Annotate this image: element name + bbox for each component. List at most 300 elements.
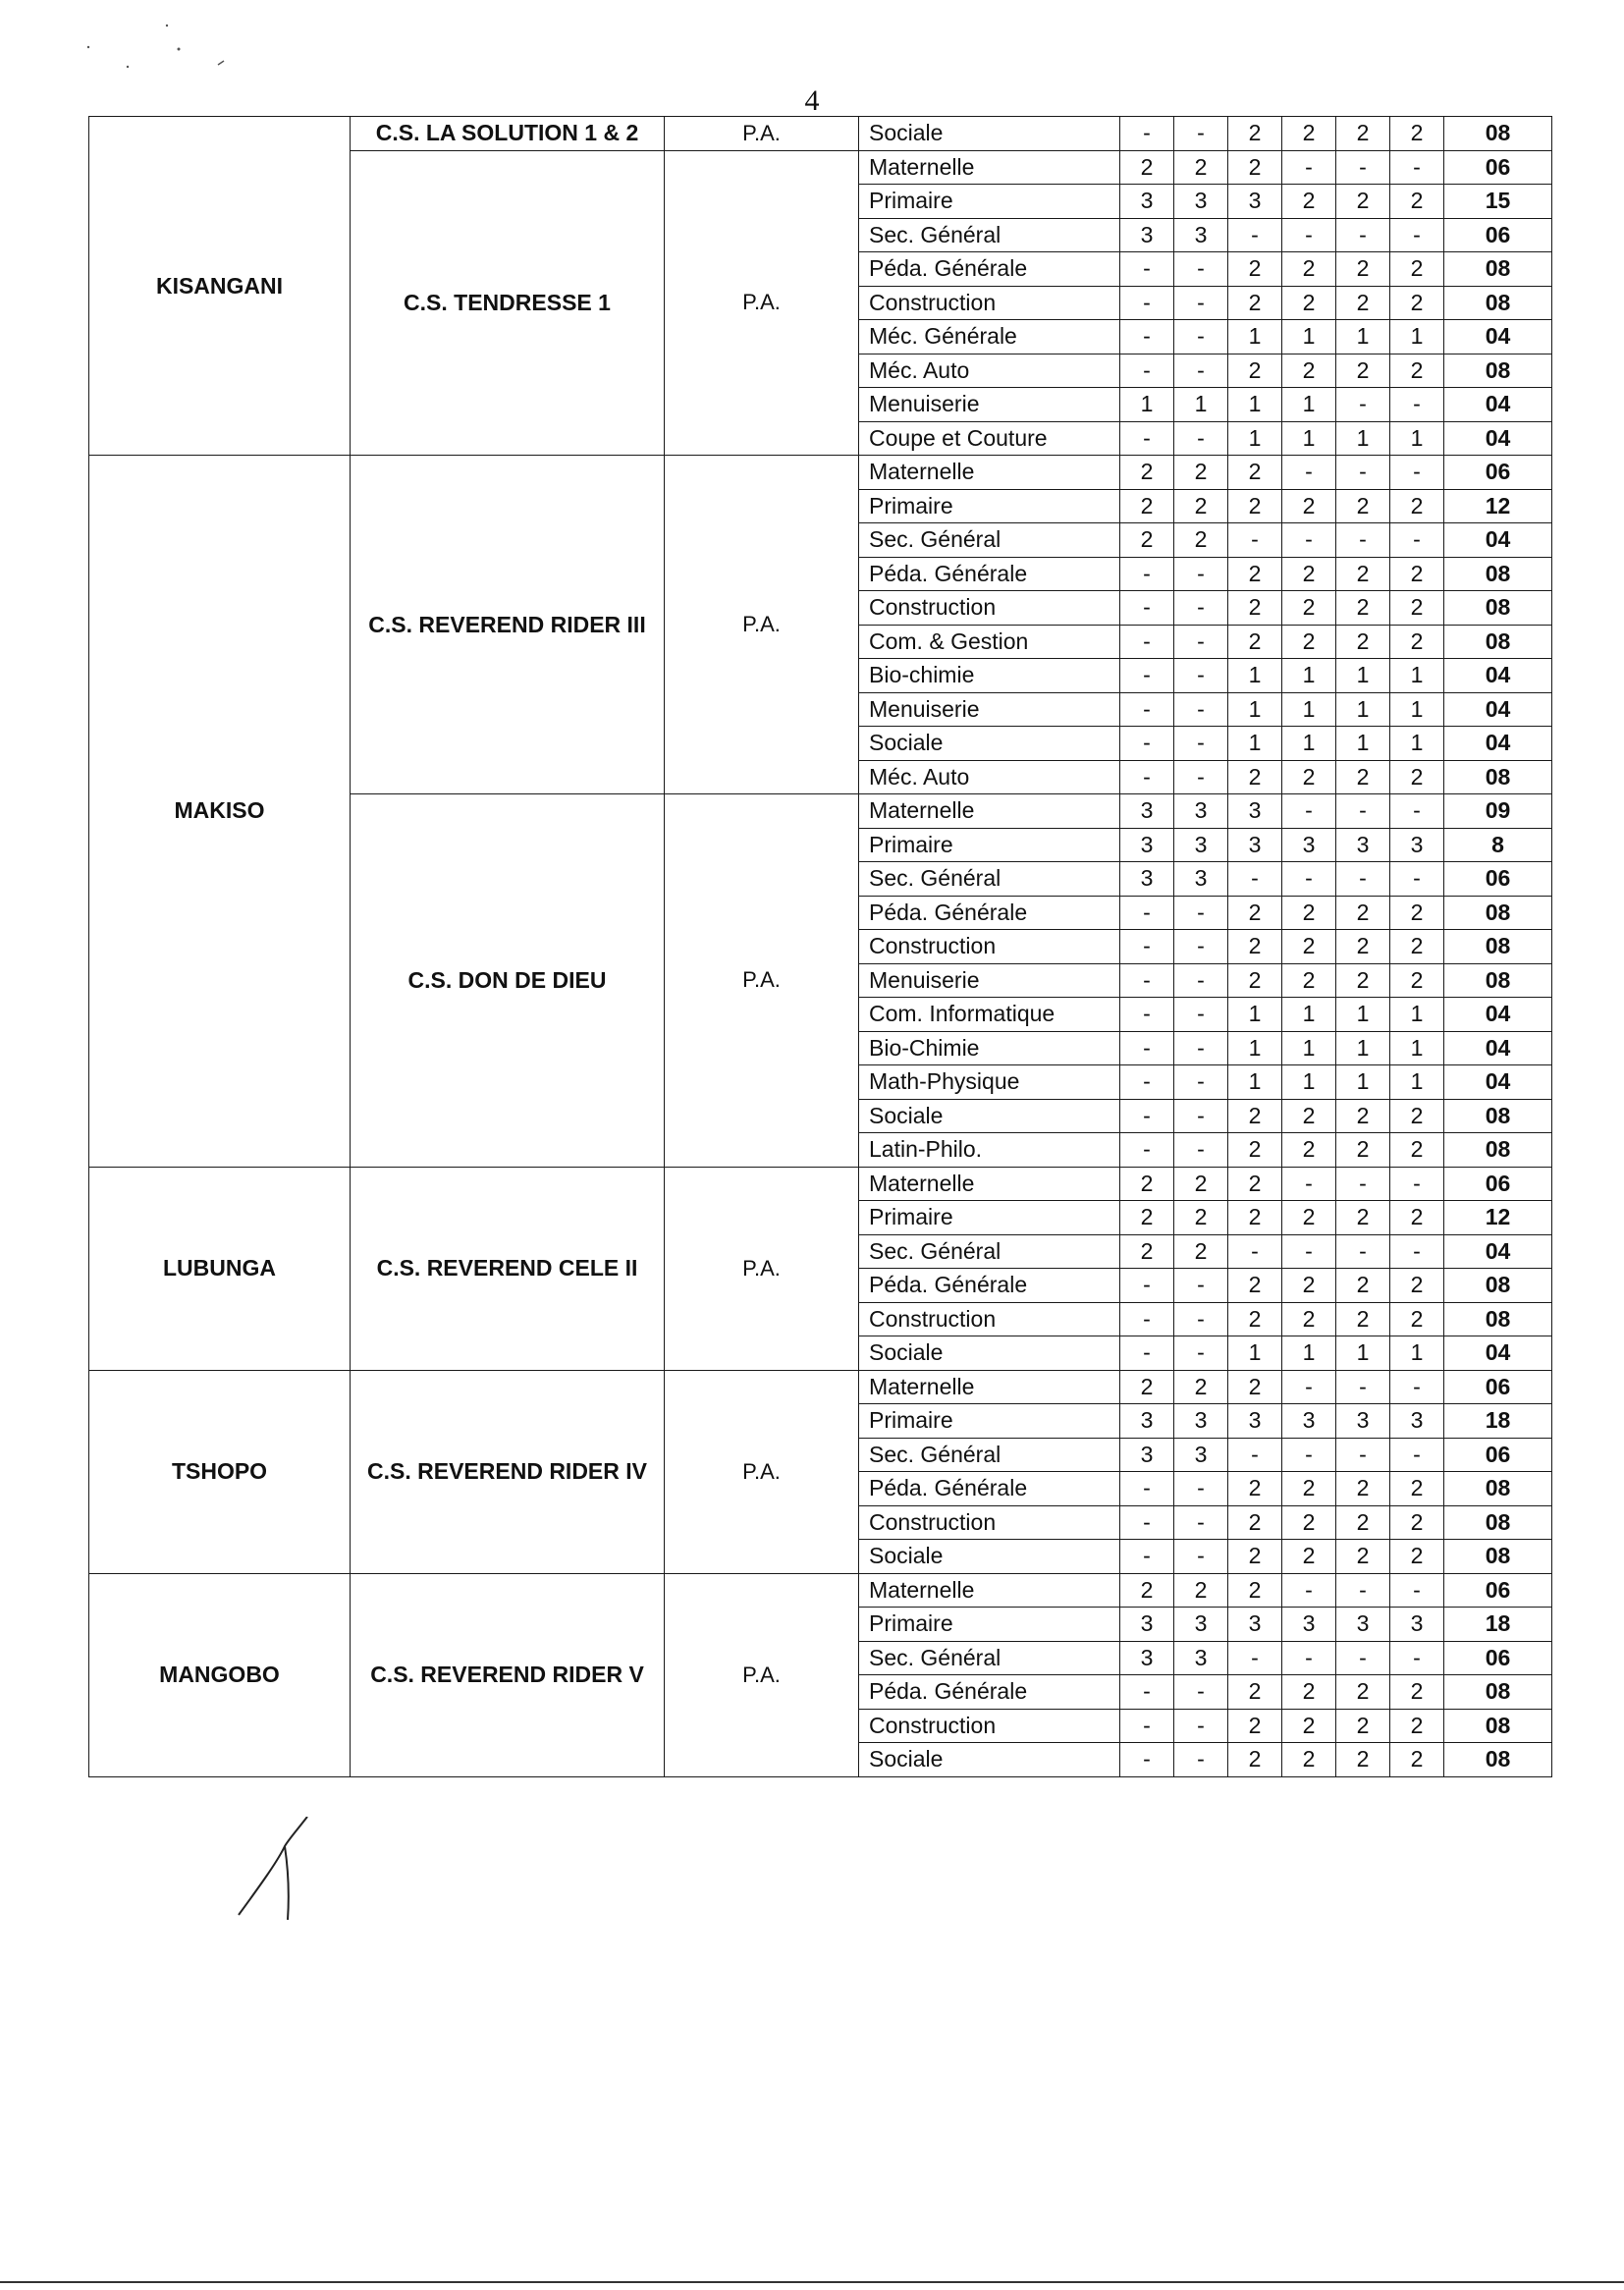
total-count: 04 [1444,320,1552,354]
class-count: 2 [1390,963,1444,998]
class-count: 2 [1390,1099,1444,1133]
class-count: 2 [1120,1370,1174,1404]
class-count: 2 [1174,150,1228,185]
school-regime: P.A. [665,117,859,151]
class-count: - [1174,252,1228,287]
class-count: - [1174,354,1228,388]
class-count: 3 [1120,1608,1174,1642]
class-count: - [1174,1675,1228,1710]
section-name: Péda. Générale [859,1675,1120,1710]
total-count: 06 [1444,456,1552,490]
total-count: 08 [1444,760,1552,794]
class-count: 2 [1174,523,1228,558]
school-name: C.S. TENDRESSE 1 [351,150,665,456]
section-name: Sociale [859,727,1120,761]
total-count: 04 [1444,998,1552,1032]
section-name: Maternelle [859,150,1120,185]
class-count: - [1282,1234,1336,1269]
class-count: 2 [1282,760,1336,794]
class-count: 1 [1282,1336,1336,1371]
class-count: 1 [1390,1065,1444,1100]
class-count: 2 [1390,1540,1444,1574]
class-count: 1 [1390,727,1444,761]
class-count: 2 [1336,1472,1390,1506]
class-count: 2 [1336,625,1390,659]
total-count: 06 [1444,150,1552,185]
class-count: - [1120,692,1174,727]
section-name: Maternelle [859,456,1120,490]
section-name: Maternelle [859,794,1120,829]
class-count: 2 [1390,489,1444,523]
class-count: 1 [1282,659,1336,693]
class-count: 1 [1336,727,1390,761]
class-count: 1 [1282,692,1336,727]
class-count: 2 [1228,1302,1282,1336]
class-count: - [1120,1302,1174,1336]
class-count: 1 [1336,1065,1390,1100]
school-allocation-table [88,116,1552,1777]
class-count: 2 [1336,286,1390,320]
section-name: Péda. Générale [859,896,1120,930]
commune-name: MANGOBO [89,1573,351,1776]
class-count: - [1120,1709,1174,1743]
class-count: - [1174,286,1228,320]
school-name: C.S. REVEREND RIDER V [351,1573,665,1776]
class-count: 2 [1282,1269,1336,1303]
class-count: - [1120,557,1174,591]
class-count: - [1120,625,1174,659]
class-count: 2 [1120,1167,1174,1201]
class-count: 2 [1390,930,1444,964]
total-count: 06 [1444,1370,1552,1404]
class-count: - [1120,998,1174,1032]
total-count: 06 [1444,862,1552,897]
section-name: Péda. Générale [859,252,1120,287]
class-count: 2 [1228,1370,1282,1404]
commune-name: TSHOPO [89,1370,351,1573]
section-name: Maternelle [859,1167,1120,1201]
class-count: - [1282,1573,1336,1608]
class-count: 2 [1336,1302,1390,1336]
class-count: 2 [1282,1505,1336,1540]
class-count: 2 [1390,896,1444,930]
class-count: 2 [1336,354,1390,388]
class-count: 2 [1282,1099,1336,1133]
class-count: 2 [1282,117,1336,151]
section-name: Math-Physique [859,1065,1120,1100]
class-count: 1 [1390,421,1444,456]
class-count: 2 [1228,1709,1282,1743]
class-count: - [1120,930,1174,964]
table-row [89,1370,1552,1404]
class-count: 2 [1390,117,1444,151]
class-count: - [1282,862,1336,897]
class-count: 1 [1282,320,1336,354]
total-count: 08 [1444,1675,1552,1710]
total-count: 08 [1444,252,1552,287]
class-count: 2 [1390,625,1444,659]
class-count: 3 [1282,1404,1336,1439]
total-count: 06 [1444,1167,1552,1201]
class-count: 1 [1336,998,1390,1032]
class-count: 3 [1390,1608,1444,1642]
total-count: 08 [1444,286,1552,320]
class-count: 1 [1282,1065,1336,1100]
class-count: 3 [1228,794,1282,829]
class-count: - [1120,1065,1174,1100]
total-count: 04 [1444,692,1552,727]
school-regime: P.A. [665,150,859,456]
class-count: - [1120,963,1174,998]
class-count: 3 [1174,794,1228,829]
class-count: 3 [1390,1404,1444,1439]
class-count: 1 [1390,1031,1444,1065]
class-count: 1 [1336,320,1390,354]
class-count: 2 [1336,1743,1390,1777]
class-count: 2 [1228,1099,1282,1133]
section-name: Construction [859,591,1120,626]
class-count: 2 [1228,354,1282,388]
class-count: 3 [1174,185,1228,219]
total-count: 08 [1444,117,1552,151]
class-count: - [1174,1099,1228,1133]
class-count: 3 [1174,1608,1228,1642]
total-count: 08 [1444,1099,1552,1133]
class-count: 2 [1228,1167,1282,1201]
class-count: 2 [1282,1133,1336,1168]
class-count: 2 [1390,1269,1444,1303]
class-count: 1 [1390,1336,1444,1371]
class-count: - [1120,286,1174,320]
class-count: 2 [1228,1472,1282,1506]
class-count: - [1336,456,1390,490]
class-count: 2 [1336,117,1390,151]
class-count: - [1390,862,1444,897]
class-count: 2 [1390,1505,1444,1540]
class-count: 2 [1282,252,1336,287]
class-count: 2 [1228,625,1282,659]
class-count: 2 [1228,1505,1282,1540]
class-count: 3 [1228,828,1282,862]
class-count: - [1228,523,1282,558]
class-count: - [1174,1065,1228,1100]
class-count: - [1390,1438,1444,1472]
class-count: 2 [1228,591,1282,626]
school-name: C.S. REVEREND RIDER IV [351,1370,665,1573]
class-count: 3 [1228,1404,1282,1439]
school-name: C.S. DON DE DIEU [351,794,665,1168]
class-count: 2 [1282,1743,1336,1777]
class-count: - [1390,1641,1444,1675]
total-count: 12 [1444,489,1552,523]
class-count: 1 [1282,388,1336,422]
class-count: 3 [1120,1404,1174,1439]
class-count: 2 [1228,456,1282,490]
class-count: - [1174,760,1228,794]
class-count: 3 [1120,794,1174,829]
total-count: 08 [1444,557,1552,591]
class-count: 1 [1282,1031,1336,1065]
class-count: - [1120,1472,1174,1506]
class-count: - [1174,320,1228,354]
section-name: Com. Informatique [859,998,1120,1032]
class-count: - [1174,1269,1228,1303]
class-count: - [1174,963,1228,998]
class-count: 1 [1228,998,1282,1032]
class-count: 2 [1282,185,1336,219]
class-count: 3 [1336,1404,1390,1439]
class-count: - [1390,388,1444,422]
class-count: 1 [1228,692,1282,727]
class-count: - [1120,1336,1174,1371]
section-name: Péda. Générale [859,1269,1120,1303]
section-name: Sec. Général [859,1641,1120,1675]
section-name: Péda. Générale [859,1472,1120,1506]
class-count: 3 [1228,185,1282,219]
class-count: 2 [1282,354,1336,388]
table-row [89,456,1552,490]
class-count: - [1282,218,1336,252]
total-count: 06 [1444,1641,1552,1675]
class-count: 1 [1390,659,1444,693]
class-count: 3 [1282,828,1336,862]
page-number: 4 [804,84,820,117]
class-count: 2 [1390,1472,1444,1506]
class-count: 2 [1390,286,1444,320]
class-count: 1 [1282,421,1336,456]
table-row [89,1573,1552,1608]
section-name: Méc. Auto [859,760,1120,794]
class-count: 2 [1174,1370,1228,1404]
class-count: 2 [1228,1540,1282,1574]
section-name: Sociale [859,1336,1120,1371]
class-count: - [1174,1743,1228,1777]
class-count: 2 [1174,1573,1228,1608]
class-count: 2 [1282,1709,1336,1743]
class-count: 2 [1228,1133,1282,1168]
class-count: 2 [1120,523,1174,558]
class-count: - [1390,1370,1444,1404]
class-count: - [1120,1675,1174,1710]
total-count: 08 [1444,1133,1552,1168]
section-name: Primaire [859,1201,1120,1235]
class-count: 1 [1228,1336,1282,1371]
class-count: 3 [1228,1608,1282,1642]
class-count: 2 [1282,591,1336,626]
class-count: 2 [1336,930,1390,964]
class-count: - [1174,1133,1228,1168]
section-name: Menuiserie [859,388,1120,422]
class-count: - [1390,794,1444,829]
class-count: 2 [1282,1540,1336,1574]
class-count: 3 [1336,1608,1390,1642]
class-count: 1 [1228,421,1282,456]
class-count: 2 [1174,1234,1228,1269]
section-name: Méc. Auto [859,354,1120,388]
total-count: 08 [1444,1472,1552,1506]
class-count: 2 [1282,1302,1336,1336]
class-count: - [1120,320,1174,354]
total-count: 12 [1444,1201,1552,1235]
class-count: - [1390,456,1444,490]
class-count: 1 [1120,388,1174,422]
class-count: 2 [1228,1675,1282,1710]
section-name: Maternelle [859,1370,1120,1404]
class-count: - [1282,1370,1336,1404]
class-count: - [1120,1505,1174,1540]
class-count: 2 [1282,557,1336,591]
signature-mark [231,1817,349,1939]
class-count: 2 [1336,185,1390,219]
class-count: 2 [1390,760,1444,794]
section-name: Construction [859,286,1120,320]
class-count: 2 [1228,896,1282,930]
class-count: 3 [1174,862,1228,897]
section-name: Construction [859,1709,1120,1743]
class-count: 1 [1390,320,1444,354]
class-count: 2 [1336,591,1390,626]
class-count: - [1336,1641,1390,1675]
total-count: 04 [1444,1065,1552,1100]
table-row [89,117,1552,151]
class-count: - [1228,1438,1282,1472]
section-name: Bio-Chimie [859,1031,1120,1065]
class-count: - [1174,1336,1228,1371]
class-count: - [1390,1573,1444,1608]
class-count: 2 [1282,489,1336,523]
class-count: 2 [1390,185,1444,219]
section-name: Bio-chimie [859,659,1120,693]
class-count: 3 [1174,218,1228,252]
class-count: - [1336,1167,1390,1201]
class-count: - [1228,862,1282,897]
school-regime: P.A. [665,794,859,1168]
class-count: - [1174,1505,1228,1540]
class-count: 2 [1390,1709,1444,1743]
total-count: 08 [1444,930,1552,964]
section-name: Sec. Général [859,218,1120,252]
class-count: - [1174,1302,1228,1336]
class-count: - [1336,1438,1390,1472]
section-name: Coupe et Couture [859,421,1120,456]
commune-name: LUBUNGA [89,1167,351,1370]
section-name: Méc. Générale [859,320,1120,354]
class-count: - [1336,794,1390,829]
class-count: 2 [1174,1201,1228,1235]
class-count: 2 [1390,591,1444,626]
class-count: - [1336,1234,1390,1269]
section-name: Primaire [859,1608,1120,1642]
section-name: Latin-Philo. [859,1133,1120,1168]
class-count: 1 [1282,727,1336,761]
total-count: 08 [1444,1302,1552,1336]
school-regime: P.A. [665,1167,859,1370]
total-count: 08 [1444,1269,1552,1303]
class-count: - [1174,659,1228,693]
class-count: - [1282,794,1336,829]
class-count: 1 [1336,421,1390,456]
class-count: 2 [1228,150,1282,185]
class-count: 2 [1282,963,1336,998]
class-count: 2 [1228,286,1282,320]
total-count: 08 [1444,896,1552,930]
class-count: 2 [1228,1269,1282,1303]
class-count: - [1336,218,1390,252]
class-count: 3 [1174,1641,1228,1675]
class-count: - [1120,1540,1174,1574]
class-count: 2 [1228,557,1282,591]
section-name: Primaire [859,828,1120,862]
school-name: C.S. REVEREND CELE II [351,1167,665,1370]
class-count: - [1174,930,1228,964]
class-count: - [1228,218,1282,252]
class-count: 3 [1120,1641,1174,1675]
scan-bottom-edge [0,2281,1624,2283]
class-count: - [1390,1234,1444,1269]
class-count: - [1390,1167,1444,1201]
total-count: 04 [1444,1234,1552,1269]
class-count: - [1336,862,1390,897]
class-count: 1 [1228,1065,1282,1100]
table-row [89,1167,1552,1201]
school-regime: P.A. [665,1573,859,1776]
section-name: Primaire [859,185,1120,219]
class-count: 2 [1336,252,1390,287]
section-name: Sec. Général [859,1234,1120,1269]
class-count: - [1174,591,1228,626]
class-count: 2 [1390,354,1444,388]
class-count: 2 [1336,1099,1390,1133]
total-count: 04 [1444,727,1552,761]
section-name: Péda. Générale [859,557,1120,591]
commune-name: KISANGANI [89,117,351,456]
school-name: C.S. LA SOLUTION 1 & 2 [351,117,665,151]
class-count: 1 [1228,388,1282,422]
class-count: - [1174,896,1228,930]
class-count: - [1390,218,1444,252]
class-count: 2 [1336,1675,1390,1710]
class-count: 1 [1390,692,1444,727]
class-count: 2 [1390,557,1444,591]
class-count: - [1174,1031,1228,1065]
school-regime: P.A. [665,1370,859,1573]
class-count: 2 [1336,557,1390,591]
class-count: - [1120,896,1174,930]
section-name: Primaire [859,1404,1120,1439]
class-count: 2 [1120,1234,1174,1269]
class-count: - [1120,117,1174,151]
total-count: 06 [1444,1573,1552,1608]
class-count: - [1174,727,1228,761]
class-count: 2 [1336,896,1390,930]
class-count: 3 [1120,218,1174,252]
class-count: - [1336,388,1390,422]
total-count: 08 [1444,1505,1552,1540]
total-count: 04 [1444,388,1552,422]
class-count: 1 [1228,320,1282,354]
class-count: 2 [1174,489,1228,523]
total-count: 08 [1444,1743,1552,1777]
class-count: - [1336,523,1390,558]
class-count: 2 [1336,760,1390,794]
section-name: Primaire [859,489,1120,523]
class-count: 3 [1120,185,1174,219]
total-count: 06 [1444,1438,1552,1472]
class-count: - [1174,117,1228,151]
class-count: 1 [1228,727,1282,761]
section-name: Sociale [859,1743,1120,1777]
class-count: 2 [1390,1675,1444,1710]
